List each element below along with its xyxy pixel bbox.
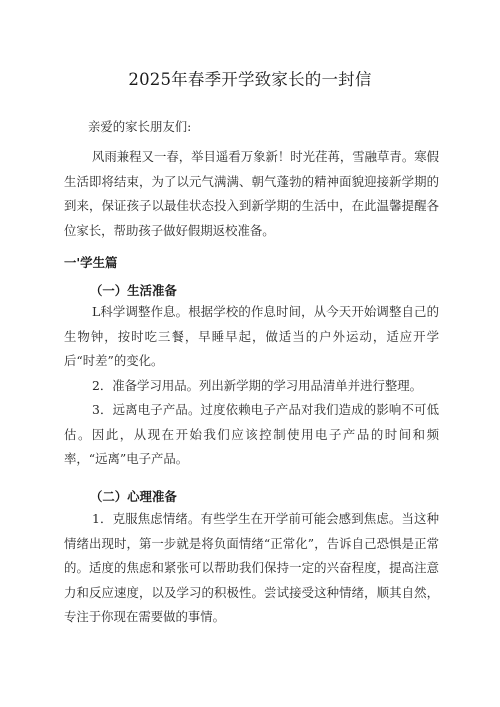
- list-item: 3．远离电子产品。过度依赖电子产品对我们造成的影响不可低估。因此，从现在开始我们应该控制使用电子产品的时间和频率，“远离”电子产品。: [64, 402, 439, 466]
- list-item: L科学调整作息。根据学校的作息时间，从今天开始调整自己的生物钟，按时吃三餐，早睡早起，做适当的户外运动，适应开学后“时差”的变化。: [64, 304, 439, 368]
- document-title: 2025年春季开学致家长的一封信: [128, 70, 372, 89]
- subsection-heading-mental: （二）心理准备: [90, 489, 177, 504]
- list-item: 1．克服焦虑情绪。有些学生在开学前可能会感到焦虑。当这种情绪出现时，第一步就是将负面情绪“正常化”，告诉自己恐惧是正常的。适度的焦虑和紧张可以帮助我们保持一定的兴奋程度，提高注意力和反应速度，以及学习的积极性。尝试接受这种情绪，顺其自然，专注于你现在需要做的事情。: [64, 511, 439, 624]
- intro-paragraph: 风雨兼程又一春，举目遥看万象新！时光荏苒，雪融草青。寒假生活即将结束，为了以元气满满、朝气蓬勃的精神面貌迎接新学期的到来，保证孩子以最佳状态投入到新学期的生活中，在此温馨提醒各位家长，帮助孩子做好假期返校准备。: [64, 149, 439, 238]
- greeting: 亲爱的家长朋友们:: [88, 119, 192, 134]
- subsection-heading-life: （一）生活准备: [90, 283, 177, 298]
- intro-block: [64, 145, 439, 243]
- life-items-block: [64, 300, 439, 472]
- section-heading-students: 一'学生篇: [64, 255, 118, 270]
- list-item: 2．准备学习用品。列出新学期的学习用品清单并进行整理。: [92, 377, 423, 393]
- mental-items-block: [64, 507, 439, 630]
